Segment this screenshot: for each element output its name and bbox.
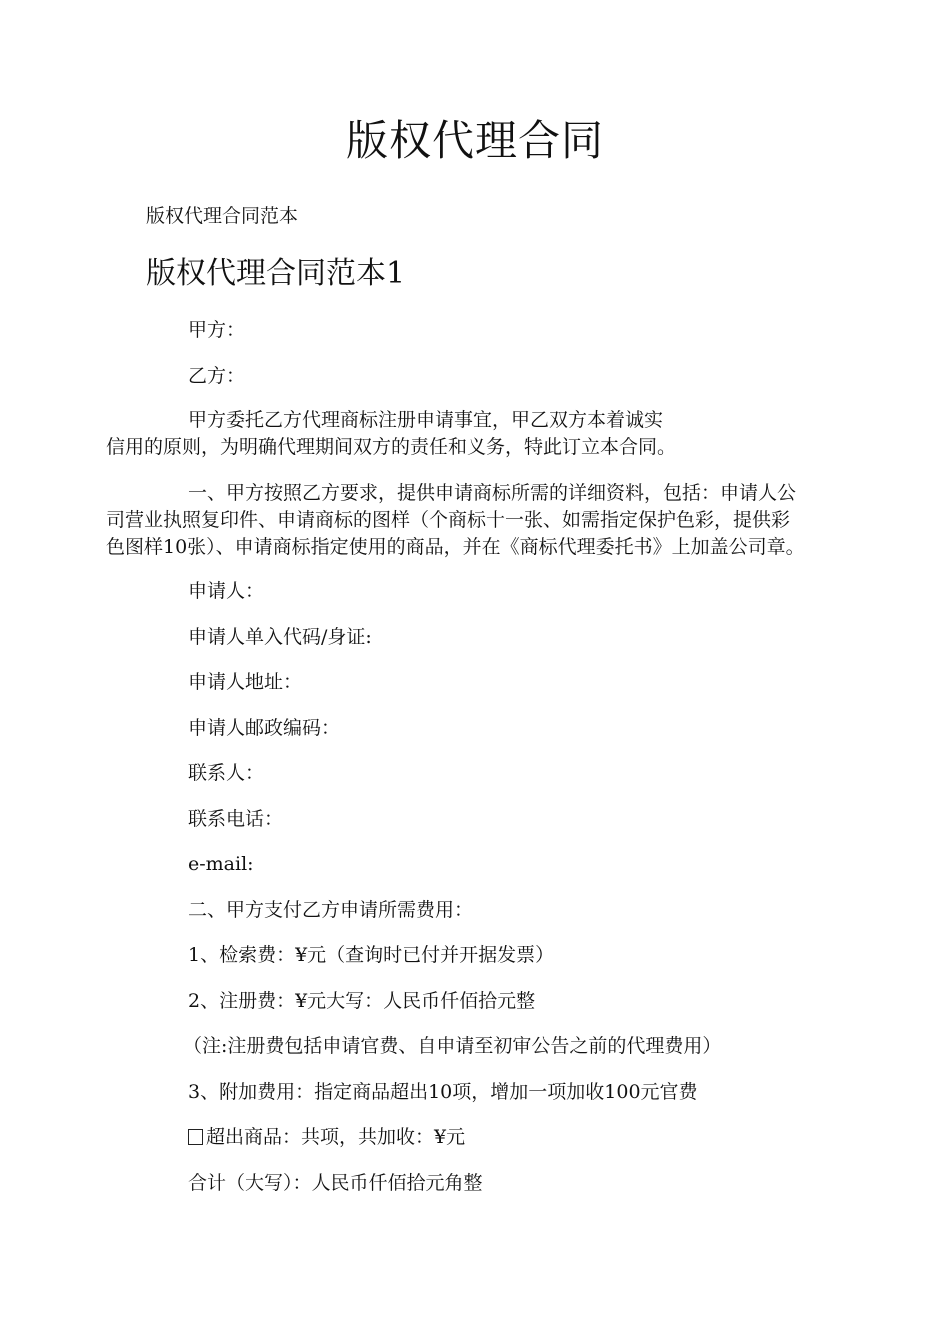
applicant-code-label: 申请人单入代码/身证: bbox=[188, 626, 372, 648]
clause-1-line: 色图样10张）、申请商标指定使用的商品，并在《商标代理委托书》上加盖公司章。 bbox=[106, 536, 805, 558]
checkbox-icon bbox=[188, 1129, 203, 1145]
document-title: 版权代理合同 bbox=[345, 116, 604, 165]
applicant-address-label: 申请人地址： bbox=[188, 671, 303, 693]
fee-note: （注:注册费包括申请官费、自申请至初审公告之前的代理费用） bbox=[183, 1035, 722, 1057]
total-line: 合计（大写）：人民币仟佰拾元角整 bbox=[188, 1172, 483, 1194]
party-b-label: 乙方： bbox=[188, 365, 246, 387]
applicant-label: 申请人： bbox=[188, 580, 265, 602]
contact-label: 联系人： bbox=[188, 762, 265, 784]
fee-item-1: 1、检索费：¥元（查询时已付并开据发票） bbox=[188, 944, 555, 966]
extra-goods-line bbox=[188, 1122, 465, 1153]
clause-1-line: 司营业执照复印件、申请商标的图样（个商标十一张、如需指定保护色彩，提供彩 bbox=[106, 509, 791, 531]
applicant-postcode-label: 申请人邮政编码： bbox=[188, 717, 341, 739]
section-heading: 版权代理合同范本1 bbox=[146, 256, 406, 291]
fee-item-3: 3、附加费用：指定商品超出10项，增加一项加收100元官费 bbox=[188, 1081, 698, 1103]
clause-2-heading: 二、甲方支付乙方申请所需费用： bbox=[188, 899, 474, 921]
email-label: e-mail: bbox=[188, 853, 254, 875]
party-a-label: 甲方： bbox=[188, 319, 246, 341]
clause-1-line: 一、甲方按照乙方要求，提供申请商标所需的详细资料，包括：申请人公 bbox=[188, 482, 797, 504]
contact-phone-label: 联系电话： bbox=[188, 808, 284, 830]
fee-item-2: 2、注册费：¥元大写：人民币仟佰拾元整 bbox=[188, 990, 536, 1012]
intro-paragraph-line: 信用的原则，为明确代理期间双方的责任和义务，特此订立本合同。 bbox=[106, 436, 677, 458]
subtitle: 版权代理合同范本 bbox=[146, 205, 299, 227]
intro-paragraph-line: 甲方委托乙方代理商标注册申请事宜，甲乙双方本着诚实 bbox=[188, 409, 664, 431]
extra-goods-text: 超出商品：共项，共加收：¥元 bbox=[206, 1126, 466, 1148]
